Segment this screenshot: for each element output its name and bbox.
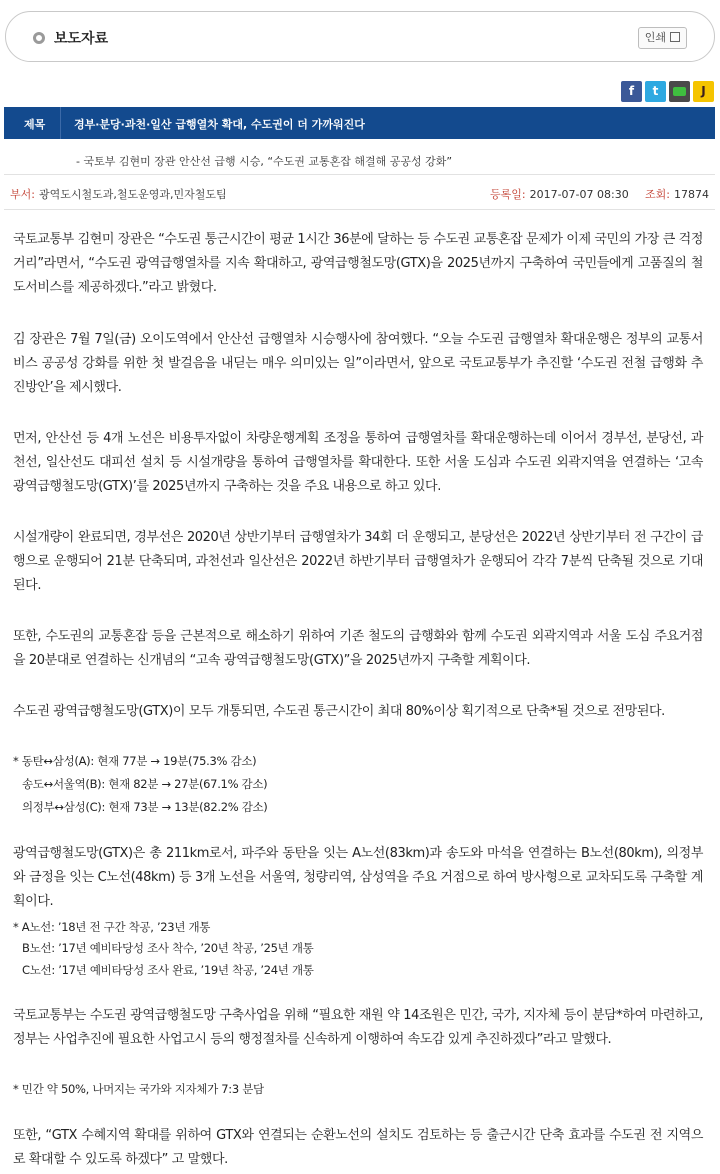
print-button[interactable] (638, 27, 687, 49)
footnote: * A노선: ’18년 전 구간 착공, ’23년 개통 (13, 920, 211, 934)
print-label: 인쇄 (644, 31, 666, 44)
circle-bullet-icon (33, 32, 45, 44)
dept-label: 부서: (10, 188, 35, 201)
date-value: 2017-07-07 08:30 (529, 188, 629, 201)
date-info (490, 186, 629, 202)
paragraph-3: 먼저, 안산선 등 4개 노선은 비용투자없이 차량운행계획 조정을 통하여 급행열차를 확대운행하는데 이어서 경부선, 분당선, 과천선, 일산선도 대피선 설치 등 시설개량을 통하여 급행열차를 확대한다. 또한 서울 도심과 수도권 외곽지역을 연결하는 ‘고속 광역급행철도망(GTX)’를 2025년까지 구축하는 것을 주요 내용으로 하고 있다. (13, 431, 703, 494)
article-title: 경부·분당·과천·일산 급행열차 확대, 수도권이 더 가까워진다 (74, 118, 365, 131)
article-title-bar (4, 107, 715, 139)
title-divider (60, 107, 61, 139)
divider (4, 209, 715, 210)
footnote: * 동탄↔삼성(A): 현재 77분 → 19분(75.3% 감소) (13, 754, 257, 768)
footnote: * 민간 약 50%, 나머지는 국가와 지자체가 7:3 분담 (13, 1082, 264, 1096)
paragraph-4: 시설개량이 완료되면, 경부선은 2020년 상반기부터 급행열차가 34회 더 운행되고, 분당선은 2022년 상반기부터 전 구간이 급행으로 운행되어 21분 단축되며, 과천선과 일산선은 2022년 하반기부터 급행열차가 운행되어 각각 7분씩 단축될 것으로 기대된다. (13, 530, 703, 593)
header-box (5, 11, 715, 62)
views-label: 조회: (645, 188, 670, 201)
views-info (645, 186, 709, 202)
paragraph-1: 국토교통부 김현미 장관은 “수도권 통근시간이 평균 1시간 36분에 달하는 등 수도권 교통혼잡 문제가 이제 국민의 가장 큰 걱정거리”라면서, “수도권 광역급행열차를 지속 확대하고, 광역급행철도망(GTX)을 2025년까지 구축하여 국민들에게 고품질의 철도서비스를 제공하겠다.”라고 밝혔다. (13, 232, 703, 295)
facebook-share-icon[interactable]: f (621, 81, 642, 102)
dept-info (10, 186, 227, 202)
share-bar (621, 81, 714, 102)
footnote: 송도↔서울역(B): 현재 82분 → 27분(67.1% 감소) (22, 777, 268, 791)
footnote: 의정부↔삼성(C): 현재 73분 → 13분(82.2% 감소) (22, 800, 268, 814)
views-value: 17874 (673, 188, 709, 201)
title-label: 제목 (24, 118, 46, 131)
blog-share-icon[interactable] (669, 81, 690, 102)
footnote: B노선: ’17년 예비타당성 조사 착수, ’20년 착공, ’25년 개통 (22, 941, 314, 955)
date-label: 등록일: (490, 188, 526, 201)
printer-icon (670, 32, 680, 42)
paragraph-7: 광역급행철도망(GTX)은 총 211km로서, 파주와 동탄을 잇는 A노선(83km)과 송도와 마석을 연결하는 B노선(80km), 의정부와 금정을 잇는 C노선(48km) 등 3개 노선을 서울역, 청량리역, 삼성역을 주요 거점으로 하여 방사형으로 교차되도록 구축할 계획이다. (13, 846, 703, 909)
paragraph-5: 또한, 수도권의 교통혼잡 등을 근본적으로 해소하기 위하여 기존 철도의 급행화와 함께 수도권 외곽지역과 서울 도심 주요거점을 20분대로 연결하는 신개념의 “고속 광역급행철도망(GTX)”을 2025년까지 구축할 계획이다. (13, 629, 703, 668)
paragraph-6: 수도권 광역급행철도망(GTX)이 모두 개통되면, 수도권 통근시간이 최대 80%이상 획기적으로 단축*될 것으로 전망된다. (13, 704, 665, 719)
paragraph-8: 국토교통부는 수도권 광역급행철도망 구축사업을 위해 “필요한 재원 약 14조원은 민간, 국가, 지자체 등이 분담*하여 마련하고, 정부는 사업추진에 필요한 사업고시 등의 행정절차를 신속하게 이행하여 속도감 있게 추진하겠다”라고 말했다. (13, 1008, 703, 1047)
footnote: C노선: ’17년 예비타당성 조사 완료, ’19년 착공, ’24년 개통 (22, 963, 314, 977)
divider (4, 174, 715, 175)
dept-value: 광역도시철도과,철도운영과,민자철도팀 (38, 188, 227, 201)
article-subtitle: - 국토부 김현미 장관 안산선 급행 시승, “수도권 교통혼잡 해결해 공공성 강화” (76, 155, 453, 168)
twitter-share-icon[interactable]: t (645, 81, 666, 102)
paragraph-2: 김 장관은 7월 7일(금) 오이도역에서 안산선 급행열차 시승행사에 참여했다. “오늘 수도권 급행열차 확대운행은 정부의 교통서비스 공공성 강화를 위한 첫 발걸음을 내딛는 매우 의미있는 일”이라면서, 앞으로 국토교통부가 추진할 ‘수도권 전철 급행화 추진방안’을 제시했다. (13, 332, 703, 395)
kakaostory-share-icon[interactable]: J (693, 81, 714, 102)
paragraph-9: 또한, “GTX 수혜지역 확대를 위하여 GTX와 연결되는 순환노선의 설치도 검토하는 등 출근시간 단축 효과를 수도권 전 지역으로 확대할 수 있도록 하겠다” 고 말했다. (13, 1128, 703, 1167)
page-title: 보도자료 (54, 31, 109, 47)
